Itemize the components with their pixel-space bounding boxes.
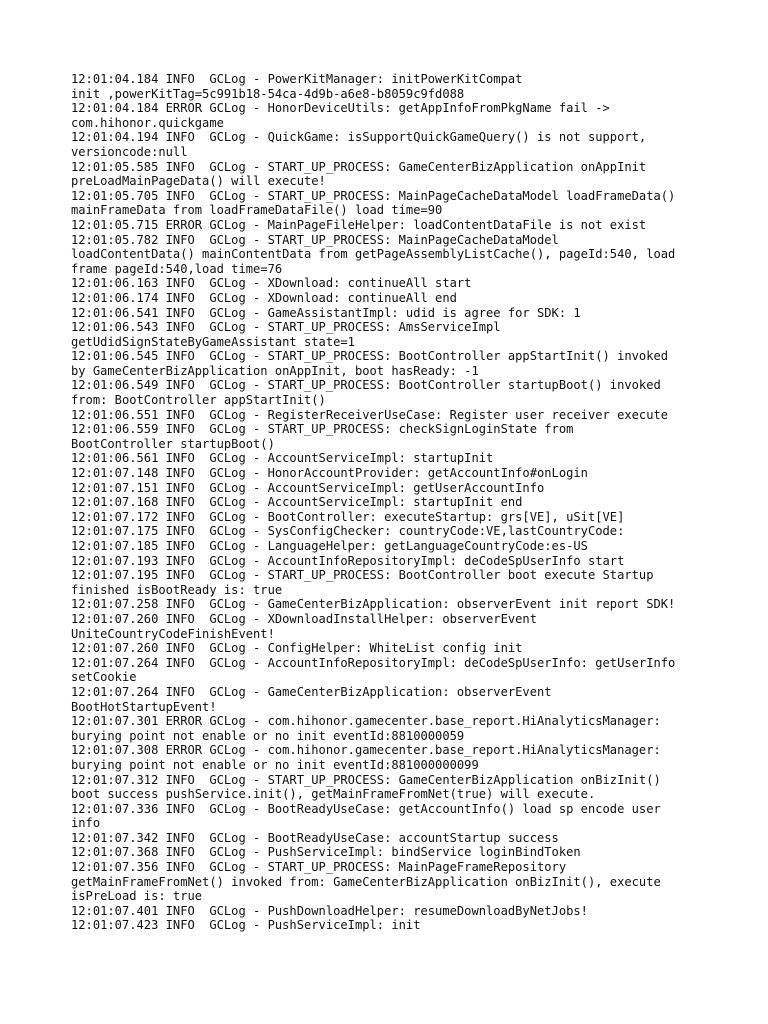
log-line: 12:01:06.559 INFO GCLog - START_UP_PROCESS: checkSignLoginState from xyxy=(71,422,574,437)
log-line: setCookie xyxy=(71,670,137,685)
log-line: com.hihonor.quickgame xyxy=(71,115,224,130)
log-line: 12:01:07.342 INFO GCLog - BootReadyUseCase: accountStartup success xyxy=(71,830,559,845)
log-line: 12:01:07.264 INFO GCLog - AccountInfoRepositoryImpl: deCodeSpUserInfo: getUserInfo xyxy=(71,655,676,670)
log-line: mainFrameData from loadFrameDataFile() load time=90 xyxy=(71,203,443,218)
log-line: burying point not enable or no init eventId:881000000099 xyxy=(71,757,479,772)
log-line: from: BootController appStartInit() xyxy=(71,393,326,408)
log-line: getUdidSignStateByGameAssistant state=1 xyxy=(71,334,355,349)
log-line: 12:01:06.174 INFO GCLog - XDownload: continueAll end xyxy=(71,290,457,305)
log-line: boot success pushService.init(), getMainFrameFromNet(true) will execute. xyxy=(71,787,596,802)
log-line: 12:01:06.541 INFO GCLog - GameAssistantImpl: udid is agree for SDK: 1 xyxy=(71,305,581,320)
log-line: 12:01:07.308 ERROR GCLog - com.hihonor.gamecenter.base_report.HiAnalyticsManager: xyxy=(71,743,661,758)
log-line: 12:01:05.715 ERROR GCLog - MainPageFileHelper: loadContentDataFile is not exist xyxy=(71,217,647,232)
log-line: 12:01:06.163 INFO GCLog - XDownload: continueAll start xyxy=(71,276,472,291)
log-line: 12:01:05.705 INFO GCLog - START_UP_PROCESS: MainPageCacheDataModel loadFrameData() xyxy=(71,188,676,203)
log-text-block xyxy=(71,72,711,933)
log-line: 12:01:07.172 INFO GCLog - BootController: executeStartup: grs[VE], uSit[VE] xyxy=(71,509,625,524)
log-line: 12:01:07.168 INFO GCLog - AccountServiceImpl: startupInit end xyxy=(71,495,523,510)
log-line: 12:01:07.258 INFO GCLog - GameCenterBizApplication: observerEvent init report SDK! xyxy=(71,597,676,612)
log-line: 12:01:06.545 INFO GCLog - START_UP_PROCESS: BootController appStartInit() invoked xyxy=(71,349,669,364)
log-line: init ,powerKitTag=5c991b18-54ca-4d9b-a6e8-b8059c9fd088 xyxy=(71,86,465,101)
log-line: BootHotStartupEvent! xyxy=(71,699,217,714)
log-line: isPreLoad is: true xyxy=(71,889,203,904)
log-line: 12:01:04.184 ERROR GCLog - HonorDeviceUtils: getAppInfoFromPkgName fail -> xyxy=(71,101,610,116)
log-line: 12:01:07.368 INFO GCLog - PushServiceImpl: bindService loginBindToken xyxy=(71,845,581,860)
log-line: 12:01:07.260 INFO GCLog - ConfigHelper: WhiteList config init xyxy=(71,641,523,656)
log-line: getMainFrameFromNet() invoked from: GameCenterBizApplication onBizInit(), execute xyxy=(71,874,661,889)
log-line: by GameCenterBizApplication onAppInit, boot hasReady: -1 xyxy=(71,363,479,378)
log-line: 12:01:07.151 INFO GCLog - AccountServiceImpl: getUserAccountInfo xyxy=(71,480,545,495)
log-line: 12:01:07.175 INFO GCLog - SysConfigChecker: countryCode:VE,lastCountryCode: xyxy=(71,524,625,539)
log-line: burying point not enable or no init eventId:8810000059 xyxy=(71,728,465,743)
log-line: loadContentData() mainContentData from getPageAssemblyListCache(), pageId:540, load xyxy=(71,247,676,262)
log-line: 12:01:06.551 INFO GCLog - RegisterReceiverUseCase: Register user receiver execute xyxy=(71,407,669,422)
log-line: 12:01:04.194 INFO GCLog - QuickGame: isSupportQuickGameQuery() is not support, xyxy=(71,130,647,145)
log-line: 12:01:07.336 INFO GCLog - BootReadyUseCase: getAccountInfo() load sp encode user xyxy=(71,801,661,816)
log-line: versioncode:null xyxy=(71,144,188,159)
log-line: 12:01:07.301 ERROR GCLog - com.hihonor.gamecenter.base_report.HiAnalyticsManager: xyxy=(71,714,661,729)
log-line: 12:01:06.543 INFO GCLog - START_UP_PROCESS: AmsServiceImpl xyxy=(71,320,501,335)
log-line: 12:01:07.185 INFO GCLog - LanguageHelper: getLanguageCountryCode:es-US xyxy=(71,539,588,553)
log-line: 12:01:07.356 INFO GCLog - START_UP_PROCESS: MainPageFrameRepository xyxy=(71,860,567,875)
log-line: 12:01:07.401 INFO GCLog - PushDownloadHelper: resumeDownloadByNetJobs! xyxy=(71,903,588,918)
log-line: 12:01:07.193 INFO GCLog - AccountInfoRepositoryImpl: deCodeSpUserInfo start xyxy=(71,553,625,568)
log-line: 12:01:07.195 INFO GCLog - START_UP_PROCESS: BootController boot execute Startup xyxy=(71,568,654,583)
log-line: frame pageId:540,load time=76 xyxy=(71,261,283,276)
log-line: 12:01:07.264 INFO GCLog - GameCenterBizApplication: observerEvent xyxy=(71,684,552,699)
log-line: BootController startupBoot() xyxy=(71,436,275,451)
log-line: UniteCountryCodeFinishEvent! xyxy=(71,626,275,641)
log-line: 12:01:04.184 INFO GCLog - PowerKitManager: initPowerKitCompat xyxy=(71,72,523,86)
log-line: 12:01:07.312 INFO GCLog - START_UP_PROCESS: GameCenterBizApplication onBizInit() xyxy=(71,772,661,787)
log-line: 12:01:07.260 INFO GCLog - XDownloadInstallHelper: observerEvent xyxy=(71,611,537,626)
log-line: 12:01:07.423 INFO GCLog - PushServiceImpl: init xyxy=(71,918,421,933)
log-line: 12:01:06.561 INFO GCLog - AccountServiceImpl: startupInit xyxy=(71,451,494,466)
log-line: 12:01:07.148 INFO GCLog - HonorAccountProvider: getAccountInfo#onLogin xyxy=(71,466,588,481)
log-line: finished isBootReady is: true xyxy=(71,582,283,597)
log-line: preLoadMainPageData() will execute! xyxy=(71,174,326,189)
log-line: info xyxy=(71,816,101,831)
log-line: 12:01:05.585 INFO GCLog - START_UP_PROCESS: GameCenterBizApplication onAppInit xyxy=(71,159,647,174)
log-line: 12:01:05.782 INFO GCLog - START_UP_PROCESS: MainPageCacheDataModel xyxy=(71,232,559,247)
log-line: 12:01:06.549 INFO GCLog - START_UP_PROCESS: BootController startupBoot() invoked xyxy=(71,378,661,393)
